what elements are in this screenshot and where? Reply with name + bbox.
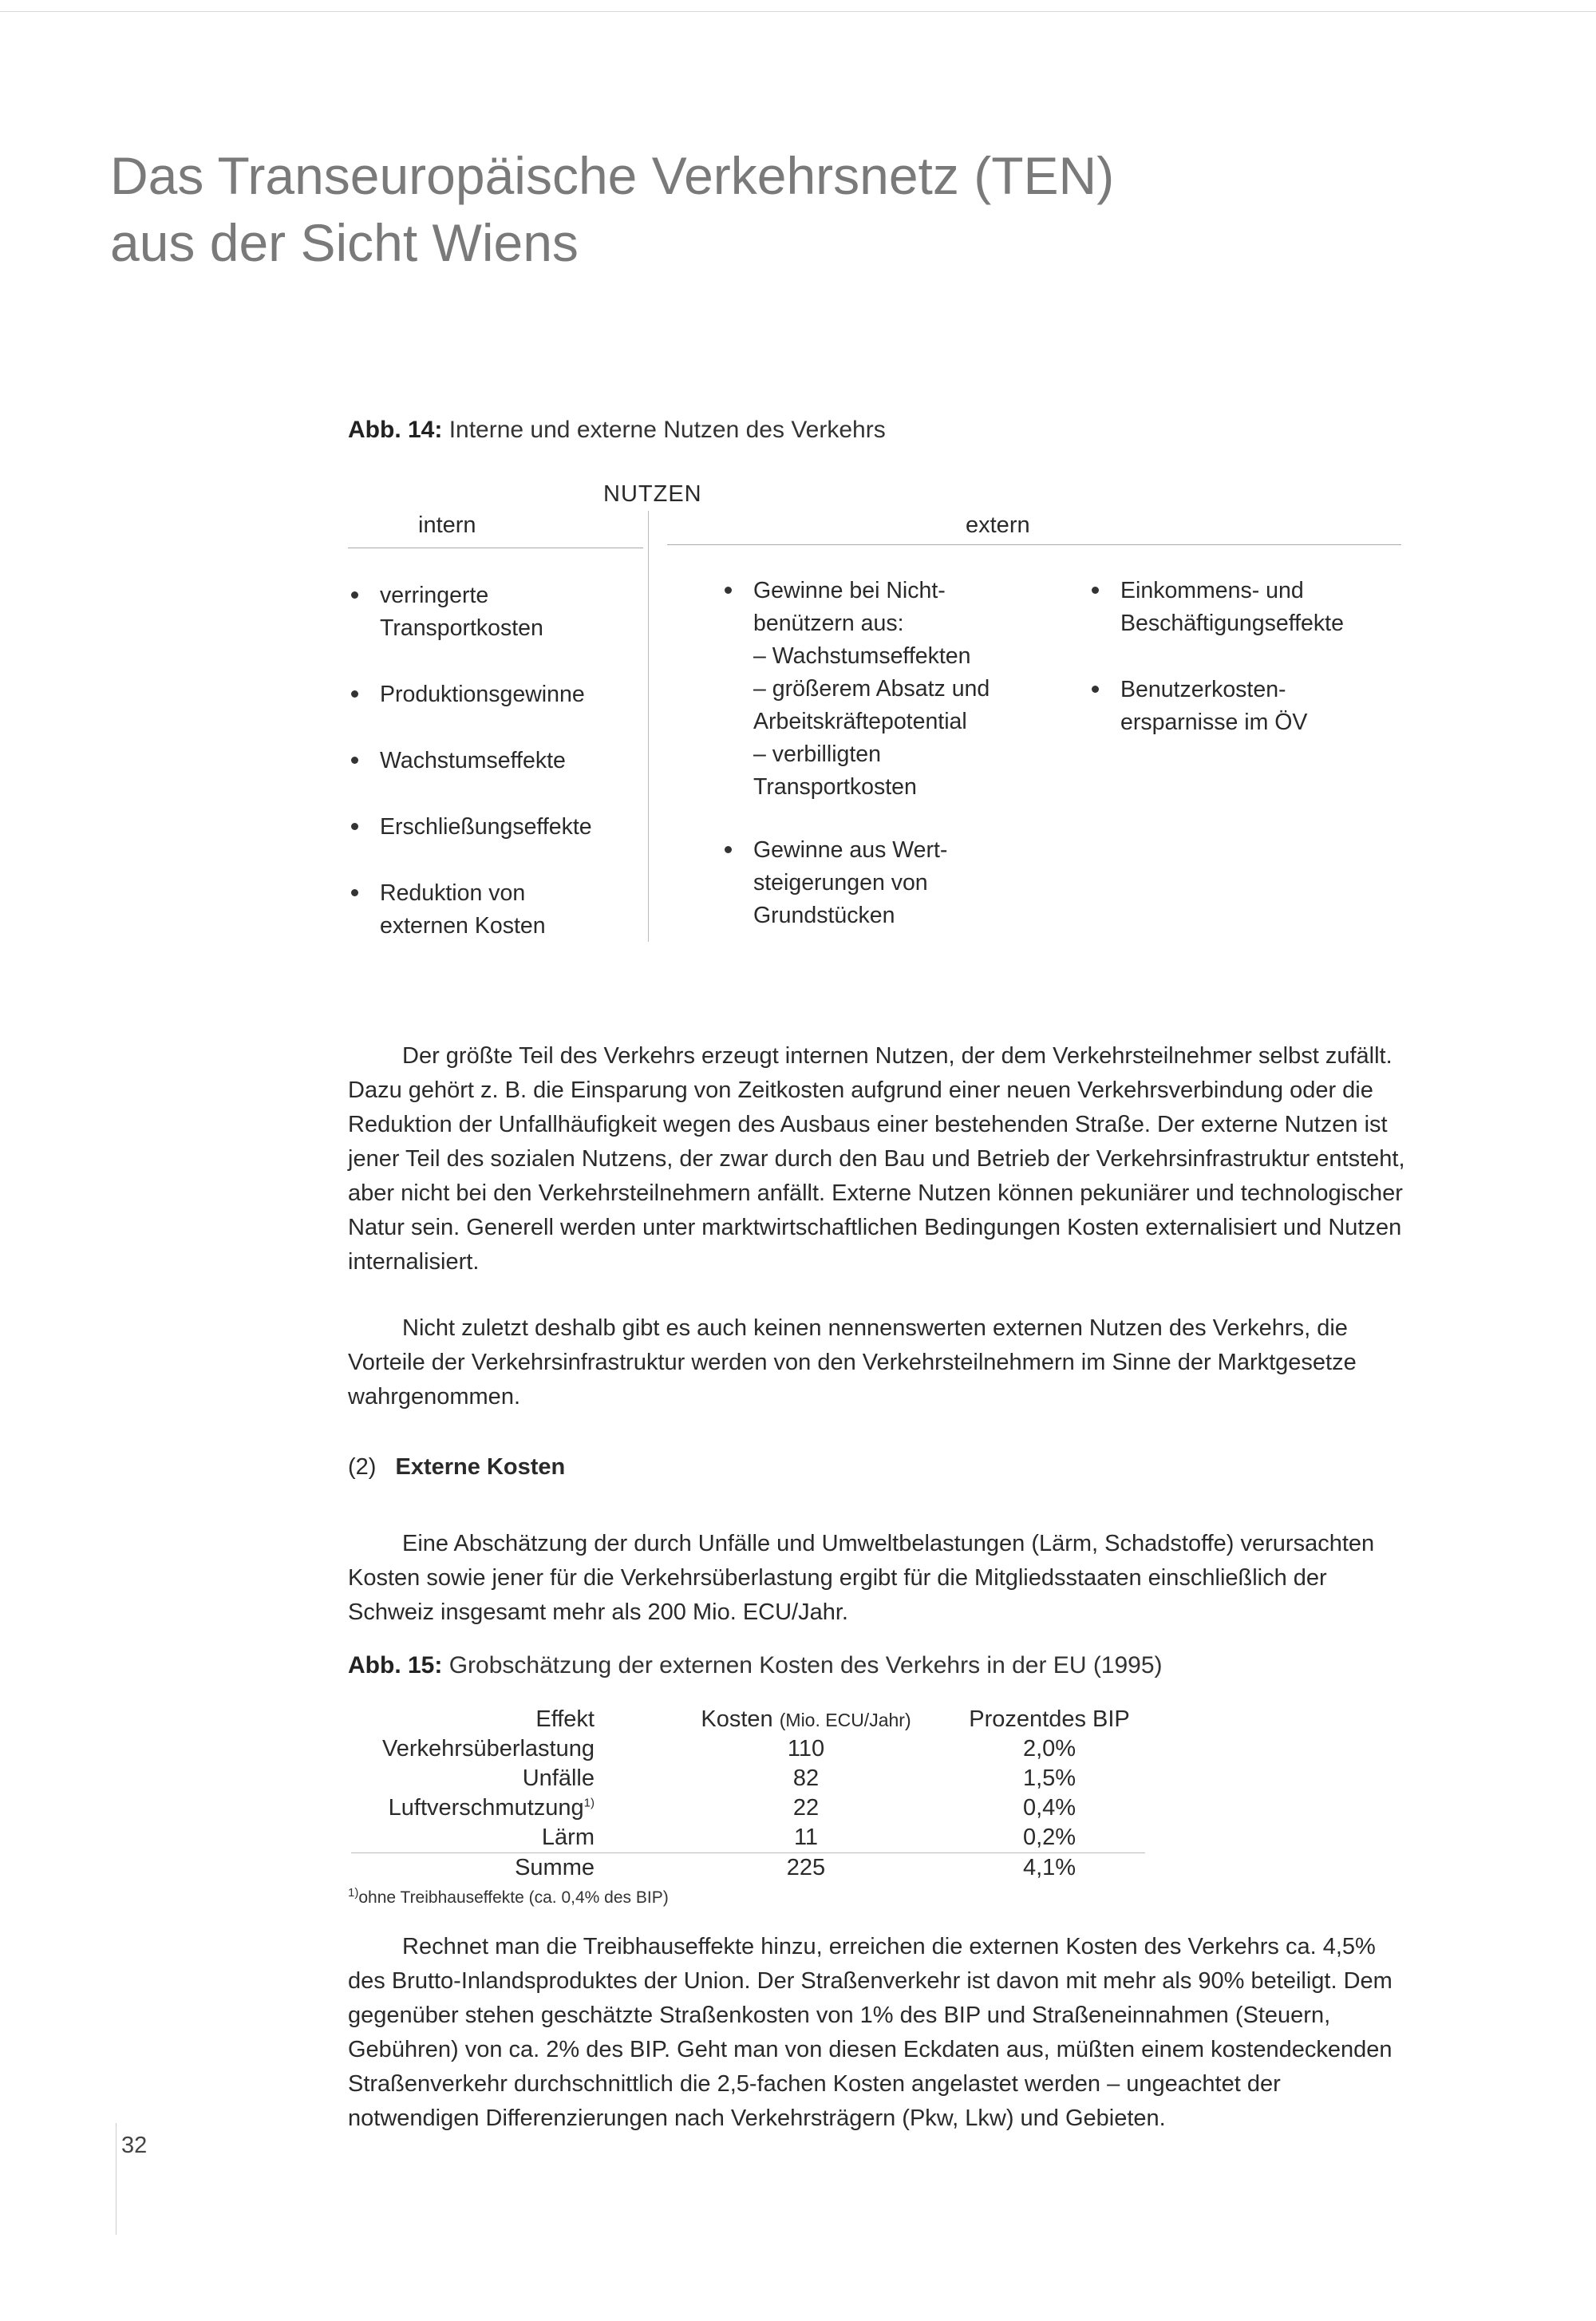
paragraph-3 [348, 1527, 1417, 1630]
cell-effekt: Lärm [541, 1825, 595, 1850]
extern-benefits-list-2 [1088, 575, 1424, 773]
cell-sum-label: Summe [351, 1853, 595, 1884]
cell-prozent: 1,5% [1022, 1765, 1077, 1791]
extern-benefits-list-1 [721, 575, 1057, 966]
section-title: Externe Kosten [395, 1454, 566, 1480]
list-subitem: – Wachstumseffekten [753, 643, 971, 669]
table-footnote [348, 1886, 669, 1908]
column-header-extern: extern [966, 512, 1030, 538]
list-item: Produktionsgewinne [348, 678, 635, 711]
paragraph-2-text: Nicht zuletzt deshalb gibt es auch keinen nennenswerten externen Nutzen des Verkehrs, die Vorteile der Verkehrsinfrastruktur werden von den Verkehrsteilnehmern im Sinne der Marktgesetze wahrgenommen. [348, 1315, 1357, 1410]
figure-15-label: Abb. 15: [348, 1652, 443, 1678]
page-title [110, 142, 1307, 276]
list-item: Gewinne aus Wert-steigerungen von Grundstücken [721, 834, 993, 932]
header-effekt: Effekt [535, 1706, 595, 1732]
cell-effekt [351, 1793, 595, 1823]
paragraph-1-text: Der größte Teil des Verkehrs erzeugt internen Nutzen, der dem Verkehrsteilnehmer selbst zufällt. Dazu gehört z. B. die Einsparung von Zeitkosten aufgrund einer neuen Verkehrsverbindung oder die Reduktion der Unfallhäufigkeit wegen des Ausbaus einer bestehenden Straße. Der externe Nutzen ist jener Teil des sozialen Nutzens, der zwar durch den Bau und Betrieb der Verkehrsinfrastruktur entsteht, aber nicht bei den Verkehrsteilnehmern anfällt. Externe Nutzen können pekuniärer und technologischer Natur sein. Generell werden unter marktwirtschaftlichen Bedingungen Kosten externalisiert und Nutzen internalisiert. [348, 1043, 1405, 1275]
page-margin-rule [116, 2123, 117, 2235]
header-rule-right [667, 544, 1401, 545]
figure-15-caption [348, 1652, 1163, 1679]
cell-prozent: 0,4% [1022, 1795, 1077, 1821]
table-row [351, 1734, 1145, 1764]
title-line-2: aus der Sicht Wiens [110, 213, 579, 272]
intern-benefits-list [348, 579, 635, 976]
list-item: verringerte Transportkosten [348, 579, 603, 645]
column-header-intern: intern [418, 512, 476, 538]
table-row [351, 1823, 1145, 1853]
header-kosten-unit: (Mio. ECU/Jahr) [779, 1710, 911, 1730]
list-item [721, 575, 1057, 804]
footnote-text: ohne Treibhauseffekte (ca. 0,4% des BIP) [358, 1888, 669, 1907]
cell-prozent: 0,2% [1022, 1825, 1077, 1850]
section-number: (2) [348, 1454, 377, 1480]
figure-14-caption [348, 417, 886, 444]
table-row [351, 1793, 1145, 1823]
cell-kosten: 82 [792, 1765, 820, 1791]
cell-kosten: 22 [792, 1795, 820, 1821]
list-item: Reduktion von externen Kosten [348, 877, 603, 943]
cell-kosten: 11 [793, 1825, 819, 1850]
nutzen-header: NUTZEN [603, 481, 702, 507]
list-item: Wachstumseffekte [348, 745, 635, 777]
list-item: Erschließungseffekte [348, 811, 635, 844]
cell-effekt: Unfälle [522, 1765, 595, 1791]
footnote-marker: 1) [583, 1796, 595, 1810]
section-heading [348, 1454, 565, 1481]
paragraph-4 [348, 1930, 1417, 2136]
cell-kosten: 110 [787, 1736, 825, 1762]
header-prozent: Prozentdes BIP [969, 1706, 1130, 1732]
header-kosten-label: Kosten [701, 1706, 773, 1732]
figure-14-title: Interne und externe Nutzen des Verkehrs [448, 417, 886, 443]
list-subitem: – verbilligten Transportkosten [753, 741, 917, 800]
paragraph-1 [348, 1039, 1417, 1279]
header-kosten [595, 1705, 954, 1734]
column-divider [648, 511, 649, 942]
figure-14-label: Abb. 14: [348, 417, 443, 443]
list-item: Benutzerkosten-ersparnisse im ÖV [1088, 674, 1360, 739]
page-number: 32 [121, 2133, 148, 2158]
figure-15-title: Grobschätzung der externen Kosten des Verkehrs in der EU (1995) [448, 1652, 1163, 1678]
cell-sum-kosten: 225 [595, 1853, 954, 1884]
table-row [351, 1764, 1145, 1793]
list-item: Einkommens- und Beschäftigungseffekte [1088, 575, 1392, 640]
paragraph-4-text: Rechnet man die Treibhauseffekte hinzu, erreichen die externen Kosten des Verkehrs ca. 4,5% des Brutto-Inlandsproduktes der Union. Der Straßenverkehr ist davon mit mehr als 90% beteiligt. Dem gegenüber stehen geschätzte Straßenkosten von 1% des BIP und Straßeneinnahmen (Steuern, Gebühren) von ca. 2% des BIP. Geht man von diesen Eckdaten aus, müßten einem kostendeckenden Straßenverkehr durchschnittlich die 2,5-fachen Kosten angelastet werden – ungeachtet der notwendigen Differenzierungen nach Verkehrsträgern (Pkw, Lkw) und Gebieten. [348, 1934, 1393, 2131]
table-header-row [351, 1705, 1145, 1734]
external-costs-table [351, 1705, 1145, 1883]
list-subitem: – größerem Absatz und Arbeitskräftepotential [753, 676, 990, 734]
list-item-lead: Gewinne bei Nicht-benützern aus: [753, 578, 946, 636]
cell-effekt-text: Luftverschmutzung [388, 1795, 584, 1821]
table-sum-row [351, 1853, 1145, 1884]
cell-prozent: 2,0% [1022, 1736, 1077, 1762]
top-rule [0, 11, 1596, 12]
cell-sum-prozent: 4,1% [954, 1853, 1145, 1884]
paragraph-3-text: Eine Abschätzung der durch Unfälle und Umweltbelastungen (Lärm, Schadstoffe) verursachten Kosten sowie jener für die Verkehrsüberlastung ergibt für die Mitgliedsstaaten einschließlich der Schweiz insgesamt mehr als 200 Mio. ECU/Jahr. [348, 1531, 1375, 1625]
footnote-number: 1) [348, 1886, 359, 1900]
title-line-1: Das Transeuropäische Verkehrsnetz (TEN) [110, 146, 1115, 205]
paragraph-2 [348, 1311, 1417, 1414]
cell-effekt: Verkehrsüberlastung [382, 1736, 595, 1762]
